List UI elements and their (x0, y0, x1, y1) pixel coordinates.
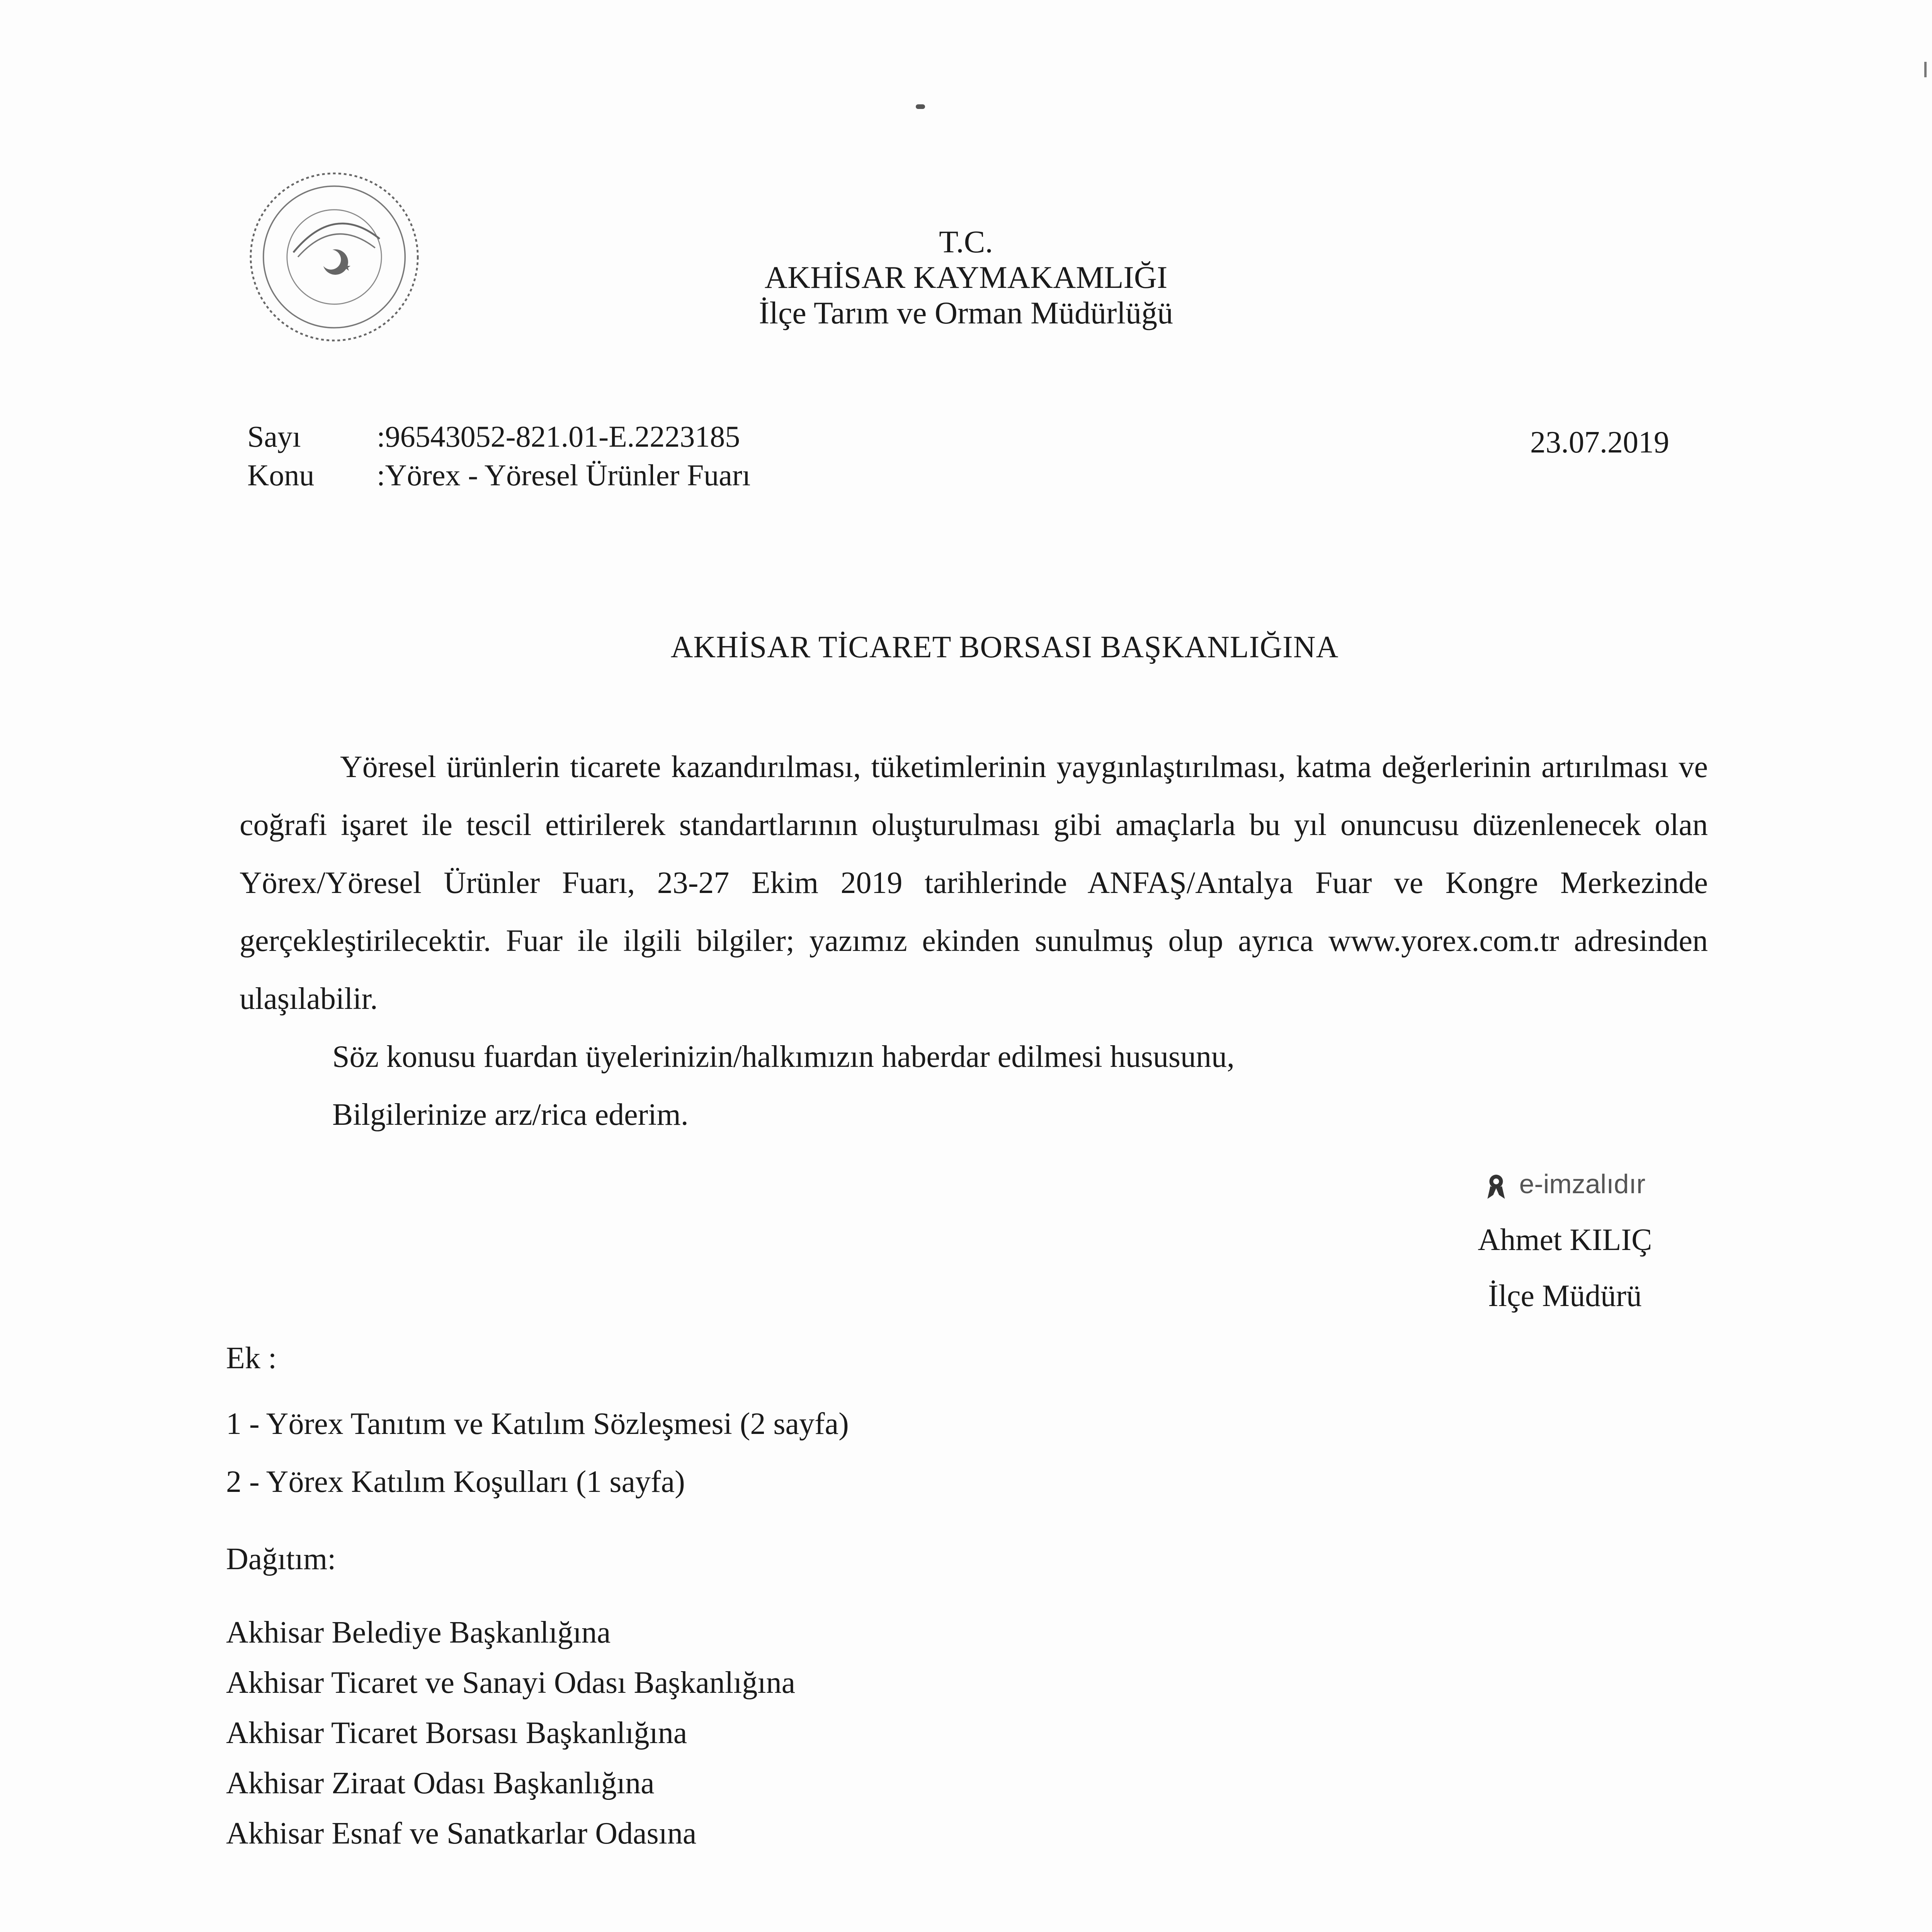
signature-block (1391, 1155, 1739, 1324)
body-paragraph: Yöresel ürünlerin ticarete kazandırılması, tüketimlerinin yaygınlaştırılması, katma değerlerinin artırılması ve coğrafi işaret ile tescil ettirilerek standartlarının oluşturulması gibi amaçlarla bu yıl onuncusu düzenlenecek olan Yörex/Yöresel Ürünler Fuarı, 23-27 Ekim 2019 tarihlerinde ANFAŞ/Antalya Fuar ve Kongre Merkezinde gerçekleştirilecektir. Fuar ile ilgili bilgiler; yazımız ekinden sunulmuş olup ayrıca www.yorex.com.tr adresinden ulaşılabilir. (240, 750, 1708, 1016)
letterhead (657, 224, 1275, 331)
sayi-value: :96543052-821.01-E.2223185 (377, 420, 740, 453)
letter-body (240, 738, 1708, 1144)
header-institution: AKHİSAR KAYMAKAMLIĞI (764, 260, 1168, 295)
body-closing: Bilgilerinize arz/rica ederim. (332, 1098, 689, 1132)
svg-text:★: ★ (341, 261, 352, 274)
header-department: İlçe Tarım ve Orman Müdürlüğü (759, 295, 1173, 330)
distribution-item: Akhisar Ticaret Borsası Başkanlığına (226, 1716, 687, 1750)
ministry-logo-icon (243, 166, 425, 348)
konu-value: :Yörex - Yöresel Ürünler Fuarı (377, 458, 751, 492)
signer-name: Ahmet KILIÇ (1478, 1223, 1652, 1257)
e-signed-label: e-imzalıdır (1519, 1169, 1646, 1199)
signer-title: İlçe Müdürü (1488, 1279, 1642, 1313)
attachment-item: 1 - Yörex Tanıtım ve Katılım Sözleşmesi (2 sayfa) (226, 1407, 849, 1441)
document-date: 23.07.2019 (1530, 425, 1669, 459)
body-paragraph: Söz konusu fuardan üyelerinizin/halkımızın haberdar edilmesi hususunu, (332, 1040, 1235, 1074)
sayi-label: Sayı (247, 420, 301, 453)
distribution-item: Akhisar Ziraat Odası Başkanlığına (226, 1766, 655, 1800)
distribution-label: Dağıtım: (226, 1542, 336, 1576)
konu-label: Konu (247, 458, 315, 492)
distribution-list (226, 1607, 795, 1859)
distribution-item: Akhisar Ticaret ve Sanayi Odası Başkanlığına (226, 1666, 796, 1700)
recipient-line: AKHİSAR TİCARET BORSASI BAŞKANLIĞINA (670, 630, 1339, 664)
header-tc: T.C. (939, 224, 993, 259)
scan-speck (1924, 62, 1927, 77)
attachments-label: Ek : (226, 1341, 277, 1375)
distribution-item: Akhisar Esnaf ve Sanatkarlar Odasına (226, 1816, 697, 1850)
distribution-item: Akhisar Belediye Başkanlığına (226, 1616, 611, 1650)
attachment-item: 2 - Yörex Katılım Koşulları (1 sayfa) (226, 1465, 685, 1499)
attachments-section (226, 1329, 849, 1511)
e-signature-ribbon-icon (1485, 1173, 1508, 1200)
scan-speck (916, 104, 925, 109)
distribution-section (226, 1534, 795, 1859)
